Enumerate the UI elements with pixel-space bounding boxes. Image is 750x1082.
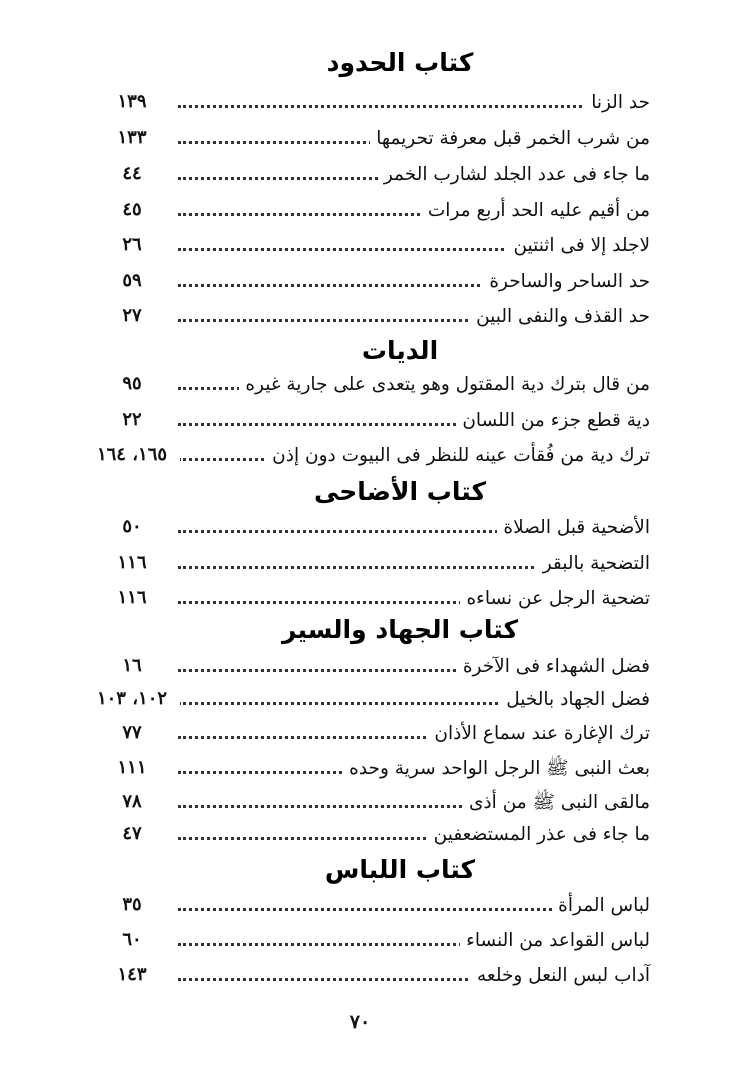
entry-page: ١٤٣ xyxy=(90,961,174,989)
entry-title: فضل الجهاد بالخيل xyxy=(500,685,650,715)
entry-page: ١١٦ xyxy=(90,549,174,577)
entry-page: ٤٥ xyxy=(90,196,174,224)
section-heading-hudud: كتاب الحدود xyxy=(326,48,474,77)
index-entry xyxy=(90,302,650,332)
entry-page: ٢٧ xyxy=(90,302,174,330)
index-entry xyxy=(90,406,650,436)
entry-title: حد الساحر والساحرة xyxy=(483,267,650,297)
entry-title: من شرب الخمر قبل معرفة تحريمها xyxy=(370,124,650,154)
index-entry xyxy=(90,891,650,921)
entry-title: حد القذف والنفى البين xyxy=(470,302,650,332)
section-heading-jihad: كتاب الجهاد والسير xyxy=(281,615,519,644)
entry-page: ٤٧ xyxy=(90,820,174,848)
index-entry xyxy=(90,88,650,118)
entry-page: ٢٢ xyxy=(90,406,174,434)
index-entry xyxy=(90,124,650,154)
entry-page: ٢٦ xyxy=(90,231,174,259)
entry-page: ١١٦ xyxy=(90,584,174,612)
entry-page: ١٦ xyxy=(90,652,174,680)
leader-dots xyxy=(178,105,630,108)
entry-title: آداب لبس النعل وخلعه xyxy=(471,961,650,991)
index-entry xyxy=(90,788,650,818)
entry-page: ١٣٣ xyxy=(90,124,174,152)
entry-page: ١١١ xyxy=(90,754,174,782)
entry-page: ٤٤ xyxy=(90,160,174,188)
index-entry xyxy=(90,820,650,850)
index-entry xyxy=(90,685,650,715)
index-entry xyxy=(90,584,650,614)
index-entry xyxy=(90,961,650,991)
entry-page: ٦٠ xyxy=(90,926,174,954)
entry-title: بعث النبى ﷺ الرجل الواحد سرية وحده xyxy=(343,754,650,784)
index-entry xyxy=(90,196,650,226)
entry-title: التضحية بالبقر xyxy=(537,549,650,579)
entry-page: ١٣٩ xyxy=(90,88,174,116)
entry-title: فضل الشهداء فى الآخرة xyxy=(457,652,650,682)
index-entry xyxy=(90,754,650,784)
entry-title: حد الزنا xyxy=(585,88,650,118)
entry-title: من أقيم عليه الحد أربع مرات xyxy=(422,196,650,226)
index-entry xyxy=(90,370,650,400)
entry-page: ١٦٥، ١٦٤ xyxy=(84,441,180,469)
entry-title: الأضحية قبل الصلاة xyxy=(497,513,650,543)
entry-title: ترك دية من فُقأت عينه للنظر فى البيوت دون إذن xyxy=(266,441,650,471)
entry-page: ٧٧ xyxy=(90,719,174,747)
entry-title: دية قطع جزء من اللسان xyxy=(456,406,650,436)
entry-title: لباس القواعد من النساء xyxy=(460,926,650,956)
entry-title: تضحية الرجل عن نساءه xyxy=(460,584,650,614)
entry-title: من قال بترك دية المقتول وهو يتعدى على جارية غيره xyxy=(239,370,650,400)
index-entry xyxy=(90,652,650,682)
index-entry xyxy=(90,267,650,297)
entry-title: ما جاء فى عذر المستضعفين xyxy=(428,820,650,850)
index-entry xyxy=(90,926,650,956)
index-entry xyxy=(90,513,650,543)
entry-page: ٥٩ xyxy=(90,267,174,295)
index-entry xyxy=(90,160,650,190)
entry-page: ٩٥ xyxy=(90,370,174,398)
index-entry xyxy=(90,719,650,749)
section-heading-libas: كتاب اللباس xyxy=(324,855,476,884)
entry-title: لاجلد إلا فى اثنتين xyxy=(507,231,650,261)
index-entry xyxy=(90,231,650,261)
entry-title: لباس المرأة xyxy=(552,891,650,921)
entry-page: ٧٨ xyxy=(90,788,174,816)
entry-page: ٣٥ xyxy=(90,891,174,919)
index-entry xyxy=(90,441,650,471)
section-heading-adahi: كتاب الأضاحى xyxy=(314,477,486,506)
entry-page: ١٠٢، ١٠٣ xyxy=(84,685,180,713)
page-number: ٧٠ xyxy=(349,1011,371,1033)
entry-title: مالقى النبى ﷺ من أذى xyxy=(463,788,650,818)
section-heading-diyat: الديات xyxy=(361,336,439,365)
index-entry xyxy=(90,549,650,579)
entry-title: ما جاء فى عدد الجلد لشارب الخمر xyxy=(378,160,650,190)
entry-title: ترك الإغارة عند سماع الأذان xyxy=(428,719,650,749)
entry-page: ٥٠ xyxy=(90,513,174,541)
